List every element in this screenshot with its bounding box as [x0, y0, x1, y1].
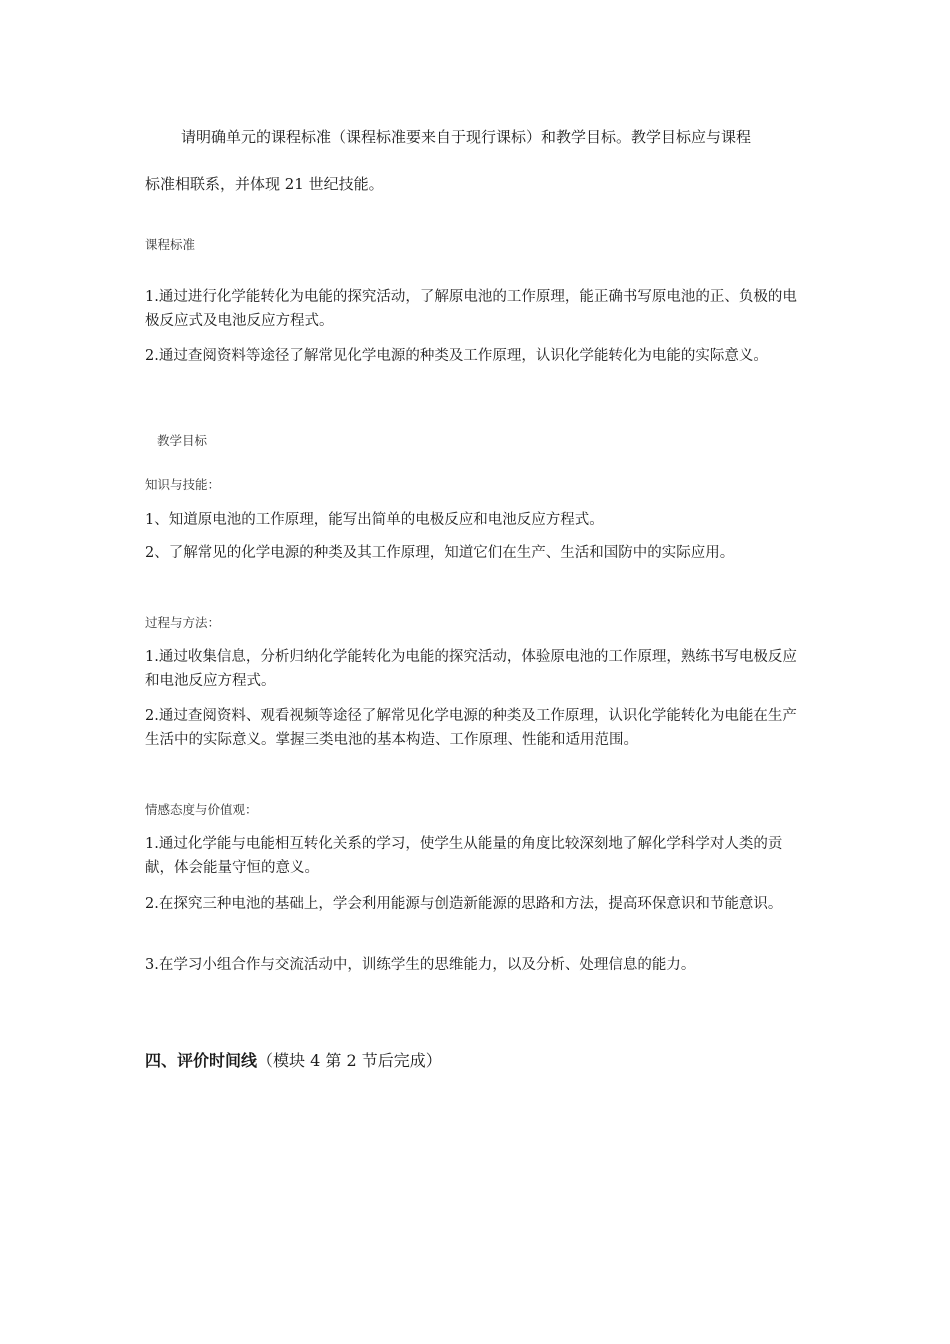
- knowledge-item-1: 1、知道原电池的工作原理，能写出简单的电极反应和电池反应方程式。: [145, 512, 604, 528]
- attitude-heading: 情感态度与价值观：: [145, 802, 258, 817]
- process-item-2: 2.通过查阅资料、观看视频等途径了解常见化学电源的种类及工作原理，认识化学能转化为电能在生产生活中的实际意义。掌握三类电池的基本构造、工作原理、性能和适用范围。: [145, 708, 797, 748]
- goals-heading: 教学目标: [157, 433, 208, 448]
- intro-line-1: 请明确单元的课程标准（课程标准要来自于现行课标）和教学目标。教学目标应与课程: [181, 128, 752, 146]
- knowledge-item-2: 2、了解常见的化学电源的种类及其工作原理，知道它们在生产、生活和国防中的实际应用。: [145, 545, 735, 561]
- curriculum-item-1: 1.通过进行化学能转化为电能的探究活动，了解原电池的工作原理，能正确书写原电池的正、负极的电极反应式及电池反应方程式。: [145, 289, 797, 329]
- attitude-item-1: 1.通过化学能与电能相互转化关系的学习，使学生从能量的角度比较深刻地了解化学科学对人类的贡献，体会能量守恒的意义。: [145, 836, 783, 876]
- knowledge-heading: 知识与技能：: [145, 477, 221, 492]
- intro-line-2: 标准相联系，并体现 21 世纪技能。: [145, 175, 384, 193]
- curriculum-item-2: 2.通过查阅资料等途径了解常见化学电源的种类及工作原理，认识化学能转化为电能的实际意义。: [145, 348, 768, 364]
- section-4-title: [145, 1048, 442, 1071]
- process-item-1: 1.通过收集信息，分析归纳化学能转化为电能的探究活动，体验原电池的工作原理，熟练书写电极反应和电池反应方程式。: [145, 649, 797, 689]
- intro-paragraph: [145, 114, 815, 208]
- attitude-item-2: 2.在探究三种电池的基础上，学会利用能源与创造新能源的思路和方法，提高环保意识和节能意识。: [145, 896, 783, 912]
- section-4-title-note: （模块 4 第 2 节后完成）: [257, 1051, 442, 1070]
- curriculum-heading: 课程标准: [145, 237, 196, 252]
- process-heading: 过程与方法：: [145, 615, 221, 630]
- section-4-title-main: 四、评价时间线: [145, 1051, 258, 1070]
- attitude-item-3: 3.在学习小组合作与交流活动中，训练学生的思维能力，以及分析、处理信息的能力。: [145, 957, 696, 973]
